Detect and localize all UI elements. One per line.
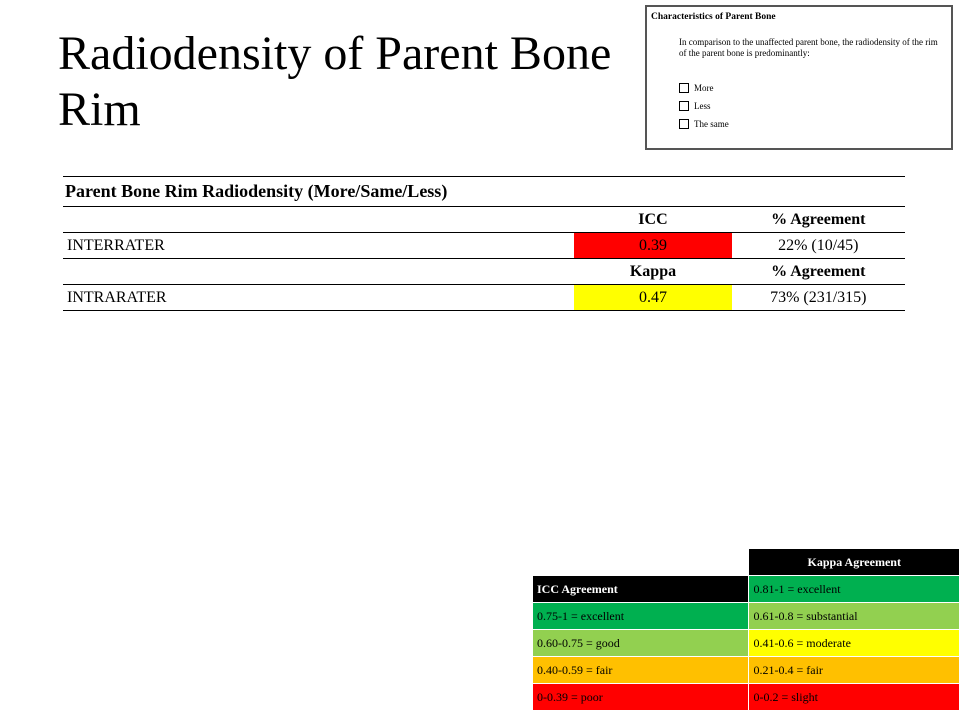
icc-legend-item: 0.75-1 = excellent [533,603,749,630]
page-title: Radiodensity of Parent Bone Rim [58,27,612,136]
row-label: INTRARATER [63,285,574,311]
header-agreement: % Agreement [732,259,905,285]
form-excerpt [645,5,953,150]
form-heading: Characteristics of Parent Bone [651,12,776,22]
option-label: More [694,83,714,93]
kappa-legend-item: 0.81-1 = excellent [749,576,960,603]
option-label: The same [694,119,729,129]
legend-row [533,549,960,576]
checkbox-icon[interactable] [679,83,689,93]
checkbox-icon[interactable] [679,101,689,111]
agreement-table [63,176,905,311]
icc-legend-item: 0.60-0.75 = good [533,630,749,657]
row-label: INTERRATER [63,233,574,259]
header-icc: ICC [574,207,731,233]
option-label: Less [694,101,711,111]
option-same[interactable] [679,118,729,130]
kappa-legend-item: 0.21-0.4 = fair [749,657,960,684]
table-title: Parent Bone Rim Radiodensity (More/Same/Less) [63,177,905,207]
legend-row [533,630,960,657]
kappa-legend-item: 0.61-0.8 = substantial [749,603,960,630]
form-question: In comparison to the unaffected parent bone, the radiodensity of the rim of the parent bone is predominantly: [679,37,938,58]
agreement-value: 22% (10/45) [732,233,905,259]
legend-row [533,657,960,684]
option-less[interactable] [679,100,711,112]
icc-legend-header: ICC Agreement [533,576,749,603]
table-row [63,233,905,259]
table-header-row [63,259,905,285]
icc-value: 0.39 [574,233,731,259]
legend-row [533,603,960,630]
legend-row [533,684,960,711]
kappa-value: 0.47 [574,285,731,311]
icc-legend-item: 0.40-0.59 = fair [533,657,749,684]
kappa-legend-item: 0-0.2 = slight [749,684,960,711]
header-agreement: % Agreement [732,207,905,233]
legend-row [533,576,960,603]
header-kappa: Kappa [574,259,731,285]
checkbox-icon[interactable] [679,119,689,129]
option-more[interactable] [679,82,714,94]
table-header-row [63,207,905,233]
legend-table [532,548,960,711]
agreement-value: 73% (231/315) [732,285,905,311]
kappa-legend-item: 0.41-0.6 = moderate [749,630,960,657]
table-title-row [63,177,905,207]
table-row [63,285,905,311]
icc-legend-item: 0-0.39 = poor [533,684,749,711]
kappa-legend-header: Kappa Agreement [749,549,960,576]
